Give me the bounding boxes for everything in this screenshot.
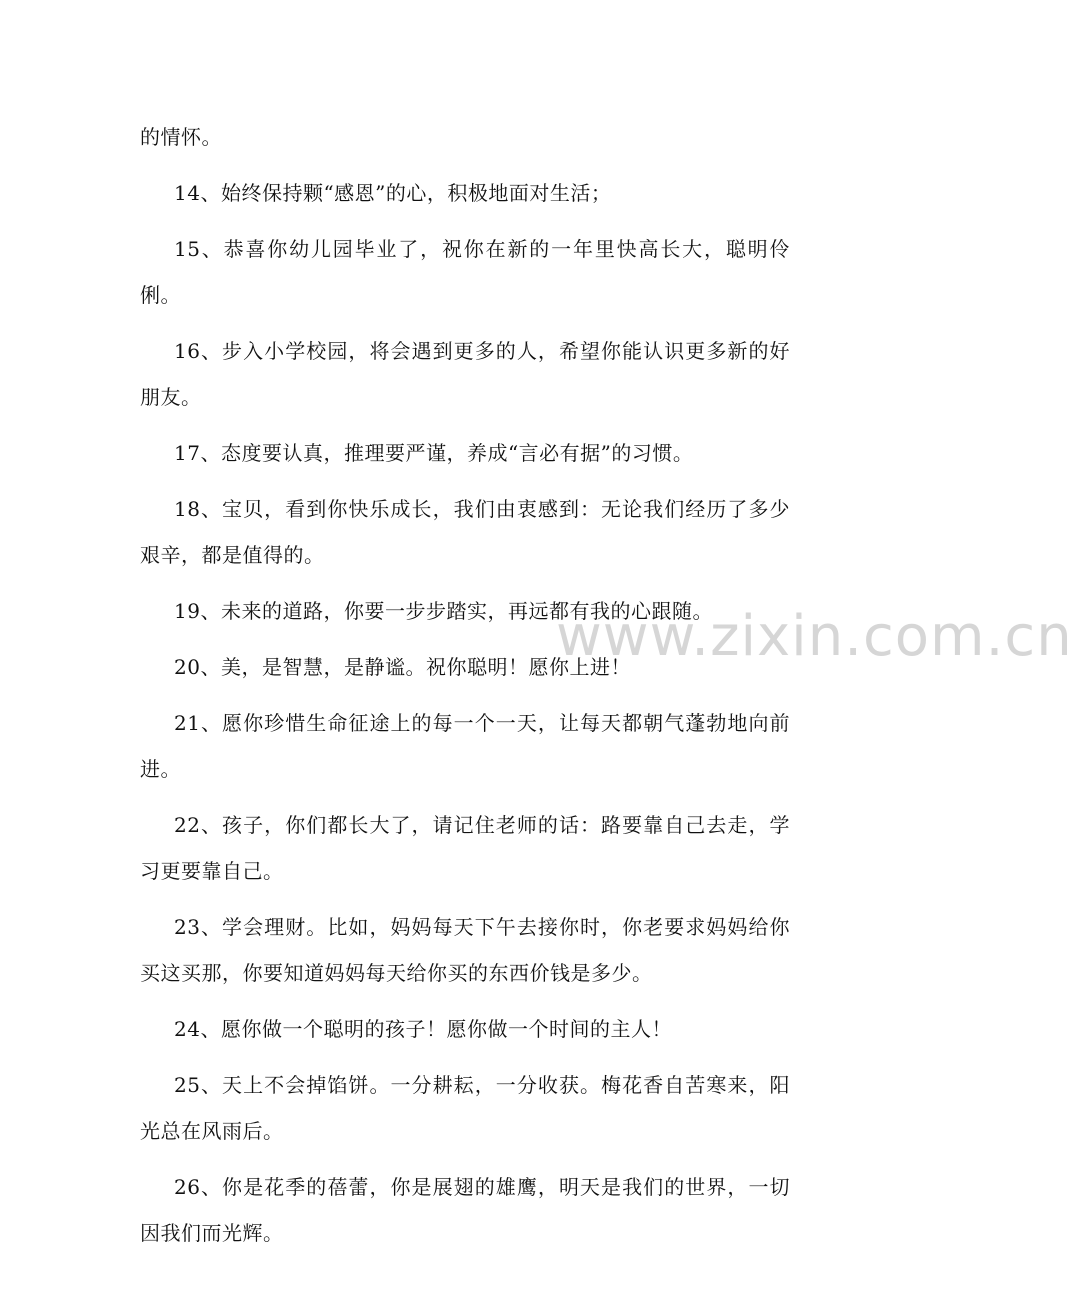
paragraph: 14、始终保持颗“感恩”的心，积极地面对生活；	[174, 181, 612, 205]
paragraph: 24、愿你做一个聪明的孩子！愿你做一个时间的主人！	[174, 1017, 672, 1041]
paragraph: 26、你是花季的蓓蕾，你是展翅的雄鹰，明天是我们的世界，一切因我们而光辉。	[140, 1175, 790, 1245]
watermark: www.zixin.com.cn	[556, 604, 1073, 669]
document-page	[140, 114, 790, 1266]
paragraph: 15、恭喜你幼儿园毕业了，祝你在新的一年里快高长大，聪明伶俐。	[140, 237, 790, 307]
paragraph: 19、未来的道路，你要一步步踏实，再远都有我的心跟随。	[174, 599, 713, 623]
paragraph: 20、美，是智慧，是静谧。祝你聪明！愿你上进！	[174, 655, 631, 679]
paragraph: 16、步入小学校园，将会遇到更多的人，希望你能认识更多新的好朋友。	[140, 339, 790, 409]
paragraph: 22、孩子，你们都长大了，请记住老师的话：路要靠自己去走，学习更要靠自己。	[140, 813, 790, 883]
paragraph: 25、天上不会掉馅饼。一分耕耘，一分收获。梅花香自苦寒来，阳光总在风雨后。	[140, 1073, 790, 1143]
paragraph: 的情怀。	[140, 125, 222, 149]
paragraph: 17、态度要认真，推理要严谨，养成“言必有据”的习惯。	[174, 441, 694, 465]
paragraph: 23、学会理财。比如，妈妈每天下午去接你时，你老要求妈妈给你买这买那，你要知道妈妈每天给你买的东西价钱是多少。	[140, 915, 790, 985]
paragraph: 18、宝贝，看到你快乐成长，我们由衷感到：无论我们经历了多少艰辛，都是值得的。	[140, 497, 790, 567]
paragraph: 21、愿你珍惜生命征途上的每一个一天，让每天都朝气蓬勃地向前进。	[140, 711, 790, 781]
